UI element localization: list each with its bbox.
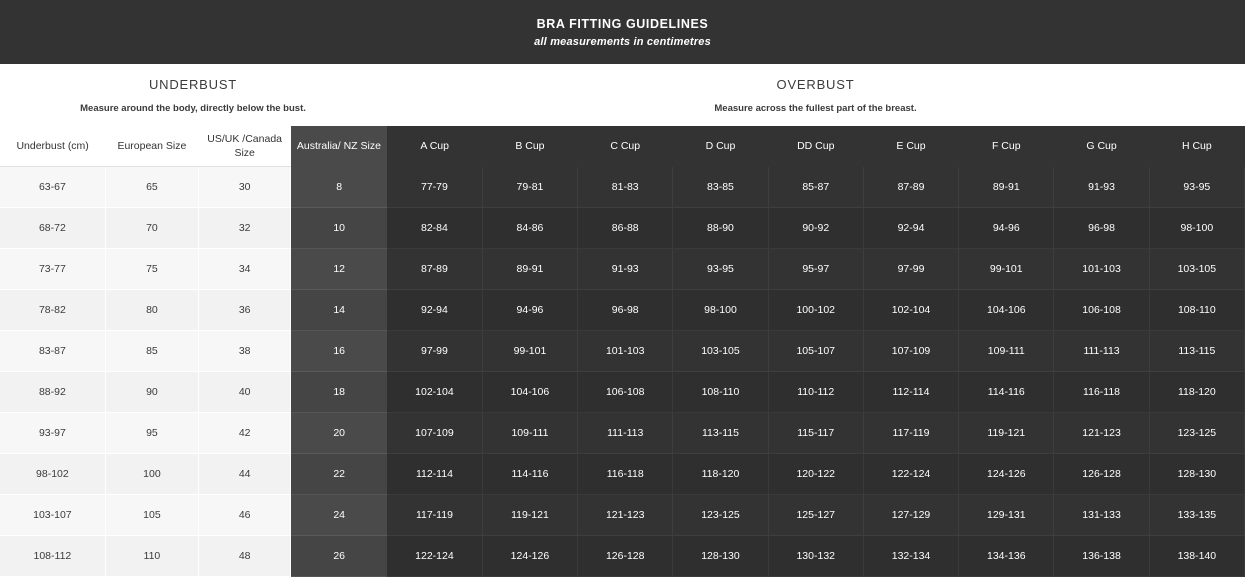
table-cell: 100 [105,454,198,495]
table-cell: 124-126 [482,536,577,577]
column-header-g-cup: G Cup [1054,126,1149,167]
table-cell: 89-91 [959,167,1054,208]
section-overbust-title: OVERBUST [776,76,855,92]
table-cell: 36 [199,290,291,331]
table-cell: 122-124 [387,536,482,577]
table-cell: 93-95 [1149,167,1244,208]
table-cell: 84-86 [482,208,577,249]
table-cell: 134-136 [959,536,1054,577]
table-cell: 92-94 [387,290,482,331]
table-cell: 20 [291,413,387,454]
table-cell: 124-126 [959,454,1054,495]
page-subtitle: all measurements in centimetres [534,35,711,48]
table-cell: 104-106 [482,372,577,413]
table-cell: 18 [291,372,387,413]
table-cell: 78-82 [0,290,105,331]
table-cell: 90-92 [768,208,863,249]
table-cell: 94-96 [482,290,577,331]
table-cell: 106-108 [1054,290,1149,331]
table-cell: 91-93 [1054,167,1149,208]
table-cell: 98-100 [1149,208,1244,249]
column-header-e-cup: E Cup [863,126,958,167]
table-cell: 112-114 [863,372,958,413]
table-cell: 104-106 [959,290,1054,331]
column-header-usuk: US/UK /Canada Size [199,126,291,167]
table-cell: 95 [105,413,198,454]
table-cell: 85 [105,331,198,372]
section-overbust-note: Measure across the fullest part of the breast. [714,102,917,114]
table-cell: 127-129 [863,495,958,536]
table-cell: 108-110 [673,372,768,413]
table-cell: 138-140 [1149,536,1244,577]
table-cell: 89-91 [482,249,577,290]
table-cell: 70 [105,208,198,249]
table-cell: 105-107 [768,331,863,372]
table-cell: 102-104 [387,372,482,413]
table-row [0,536,1245,577]
table-cell: 114-116 [959,372,1054,413]
table-cell: 10 [291,208,387,249]
table-cell: 115-117 [768,413,863,454]
section-underbust-note: Measure around the body, directly below the bust. [80,102,306,114]
table-cell: 133-135 [1149,495,1244,536]
table-cell: 94-96 [959,208,1054,249]
table-cell: 79-81 [482,167,577,208]
page-title: BRA FITTING GUIDELINES [536,16,709,31]
table-cell: 98-100 [673,290,768,331]
table-cell: 42 [199,413,291,454]
table-cell: 98-102 [0,454,105,495]
table-cell: 93-95 [673,249,768,290]
table-cell: 114-116 [482,454,577,495]
table-cell: 24 [291,495,387,536]
table-cell: 125-127 [768,495,863,536]
table-cell: 83-85 [673,167,768,208]
table-cell: 90 [105,372,198,413]
table-cell: 113-115 [1149,331,1244,372]
table-row [0,454,1245,495]
table-cell: 44 [199,454,291,495]
table-cell: 123-125 [1149,413,1244,454]
table-cell: 65 [105,167,198,208]
table-cell: 112-114 [387,454,482,495]
table-row [0,331,1245,372]
table-cell: 132-134 [863,536,958,577]
column-header-h-cup: H Cup [1149,126,1244,167]
column-header-d-cup: D Cup [673,126,768,167]
table-cell: 26 [291,536,387,577]
column-header-a-cup: A Cup [387,126,482,167]
table-cell: 81-83 [578,167,673,208]
table-cell: 130-132 [768,536,863,577]
table-cell: 128-130 [673,536,768,577]
table-cell: 107-109 [387,413,482,454]
table-cell: 75 [105,249,198,290]
table-cell: 105 [105,495,198,536]
table-cell: 40 [199,372,291,413]
table-cell: 120-122 [768,454,863,495]
table-cell: 119-121 [482,495,577,536]
table-cell: 123-125 [673,495,768,536]
table-row [0,290,1245,331]
table-cell: 68-72 [0,208,105,249]
table-cell: 118-120 [673,454,768,495]
table-cell: 97-99 [387,331,482,372]
table-cell: 101-103 [1054,249,1149,290]
table-row [0,167,1245,208]
table-cell: 96-98 [1054,208,1149,249]
table-cell: 116-118 [578,454,673,495]
table-row [0,208,1245,249]
table-cell: 8 [291,167,387,208]
table-cell: 103-107 [0,495,105,536]
table-cell: 100-102 [768,290,863,331]
table-cell: 101-103 [578,331,673,372]
column-header-f-cup: F Cup [959,126,1054,167]
table-cell: 106-108 [578,372,673,413]
table-cell: 116-118 [1054,372,1149,413]
table-cell: 46 [199,495,291,536]
table-cell: 103-105 [1149,249,1244,290]
table-cell: 102-104 [863,290,958,331]
section-underbust-title: UNDERBUST [148,76,238,92]
table-cell: 111-113 [1054,331,1149,372]
table-cell: 122-124 [863,454,958,495]
table-cell: 63-67 [0,167,105,208]
column-header-european: European Size [105,126,198,167]
table-row [0,372,1245,413]
table-cell: 109-111 [959,331,1054,372]
table-cell: 97-99 [863,249,958,290]
table-cell: 126-128 [1054,454,1149,495]
table-cell: 38 [199,331,291,372]
table-cell: 34 [199,249,291,290]
table-cell: 108-110 [1149,290,1244,331]
column-header-aunz: Australia/ NZ Size [291,126,387,167]
table-cell: 99-101 [482,331,577,372]
table-cell: 111-113 [578,413,673,454]
table-body [0,167,1245,577]
table-cell: 136-138 [1054,536,1149,577]
column-header-underbust: Underbust (cm) [0,126,105,167]
table-cell: 14 [291,290,387,331]
table-cell: 77-79 [387,167,482,208]
table-cell: 85-87 [768,167,863,208]
table-cell: 32 [199,208,291,249]
table-cell: 87-89 [863,167,958,208]
table-cell: 88-92 [0,372,105,413]
table-cell: 48 [199,536,291,577]
table-cell: 131-133 [1054,495,1149,536]
table-cell: 110-112 [768,372,863,413]
table-cell: 113-115 [673,413,768,454]
table-cell: 119-121 [959,413,1054,454]
table-cell: 93-97 [0,413,105,454]
table-cell: 80 [105,290,198,331]
table-cell: 117-119 [387,495,482,536]
title-banner [0,0,1245,64]
table-cell: 12 [291,249,387,290]
table-cell: 16 [291,331,387,372]
table-cell: 109-111 [482,413,577,454]
table-cell: 121-123 [1054,413,1149,454]
column-header-c-cup: C Cup [578,126,673,167]
table-header-row [0,126,1245,167]
table-cell: 99-101 [959,249,1054,290]
table-cell: 110 [105,536,198,577]
table-cell: 87-89 [387,249,482,290]
table-cell: 103-105 [673,331,768,372]
table-cell: 121-123 [578,495,673,536]
column-header-dd-cup: DD Cup [768,126,863,167]
table-cell: 73-77 [0,249,105,290]
table-cell: 96-98 [578,290,673,331]
column-header-b-cup: B Cup [482,126,577,167]
section-headings [0,64,1245,126]
table-cell: 95-97 [768,249,863,290]
table-cell: 92-94 [863,208,958,249]
table-cell: 83-87 [0,331,105,372]
table-cell: 129-131 [959,495,1054,536]
table-cell: 108-112 [0,536,105,577]
section-underbust [0,64,386,126]
table-cell: 107-109 [863,331,958,372]
table-cell: 117-119 [863,413,958,454]
table-cell: 86-88 [578,208,673,249]
table-cell: 91-93 [578,249,673,290]
section-overbust [386,64,1245,126]
table-cell: 30 [199,167,291,208]
table-cell: 22 [291,454,387,495]
table-cell: 88-90 [673,208,768,249]
table-row [0,249,1245,290]
table-row [0,495,1245,536]
measurements-table [0,126,1245,577]
table-cell: 128-130 [1149,454,1244,495]
table-row [0,413,1245,454]
table-cell: 82-84 [387,208,482,249]
table-cell: 126-128 [578,536,673,577]
table-cell: 118-120 [1149,372,1244,413]
